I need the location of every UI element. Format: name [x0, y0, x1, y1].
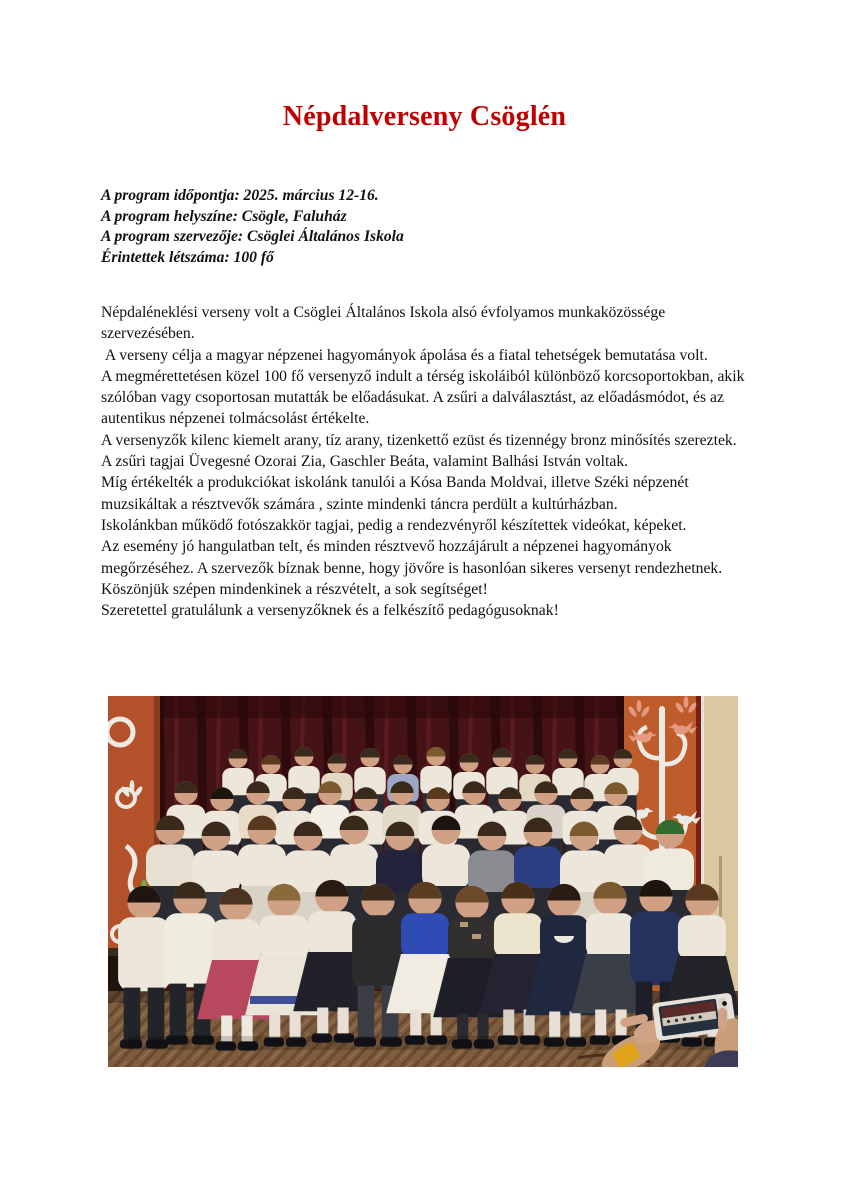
page-title: Népdalverseny Csöglén	[282, 101, 567, 132]
body-paragraph: A versenyzők kilenc kiemelt arany, tíz arany, tizenkettő ezüst és tizennégy bronz minősítés szereztek. A zsűri tagjai Üvegesné Ozorai Zia, Gaschler Beáta, valamint Balhási István voltak.	[101, 431, 740, 471]
meta-line-headcount: Érintettek létszáma: 100 fő	[101, 248, 274, 266]
body-paragraph: Az esemény jó hangulatban telt, és minden résztvevő hozzájárult a népzenei hagyományok megőrzéséhez. A szervezők bíznak benne, hogy jövőre is hasonlóan sikeres versenyt rendezhetnek.	[101, 538, 723, 577]
program-meta	[101, 186, 749, 268]
body-paragraph: Népdaléneklési verseny volt a Csöglei Általános Iskola alsó évfolyamos munkaközössége szervezésében.	[101, 304, 670, 343]
body-paragraph: Szeretettel gratulálunk a versenyzőknek és a felkészítő pedagógusoknak!	[101, 602, 559, 620]
body-paragraph: A megmérettetésen közel 100 fő versenyző indult a térség iskoláiból különböző korcsoportokban, akik szólóban vagy csoportosan mutatták be előadásukat. A zsűri a dalválasztást, az előadásmódot, és az autentikus népzenei tolmácsolást értékelte.	[101, 367, 749, 428]
body-paragraph: A verseny célja a magyar népzenei hagyományok ápolása és a fiatal tehetségek bemutatása volt.	[101, 346, 708, 364]
body-paragraph: Köszönjük szépen mindenkinek a részvételt, a sok segítséget!	[101, 580, 488, 598]
meta-line-organizer: A program szervezője: Csöglei Általános Iskola	[101, 228, 404, 246]
group-photo-illustration	[108, 696, 738, 1067]
body-paragraph: Míg értékelték a produkciókat iskolánk tanulói a Kósa Banda Moldvai, illetve Széki népzenét muzsikáltak a résztvevők számára , szinte mindenki táncra perdült a kultúrházban.	[101, 474, 693, 513]
meta-line-location: A program helyszíne: Csögle, Faluház	[101, 207, 347, 225]
event-group-photo	[108, 696, 738, 1067]
meta-line-date: A program időpontja: 2025. március 12-16.	[101, 187, 379, 204]
body-paragraph: Iskolánkban működő fotószakkör tagjai, pedig a rendezvényről készítettek videókat, képeket.	[101, 516, 687, 534]
article-body	[101, 302, 749, 621]
